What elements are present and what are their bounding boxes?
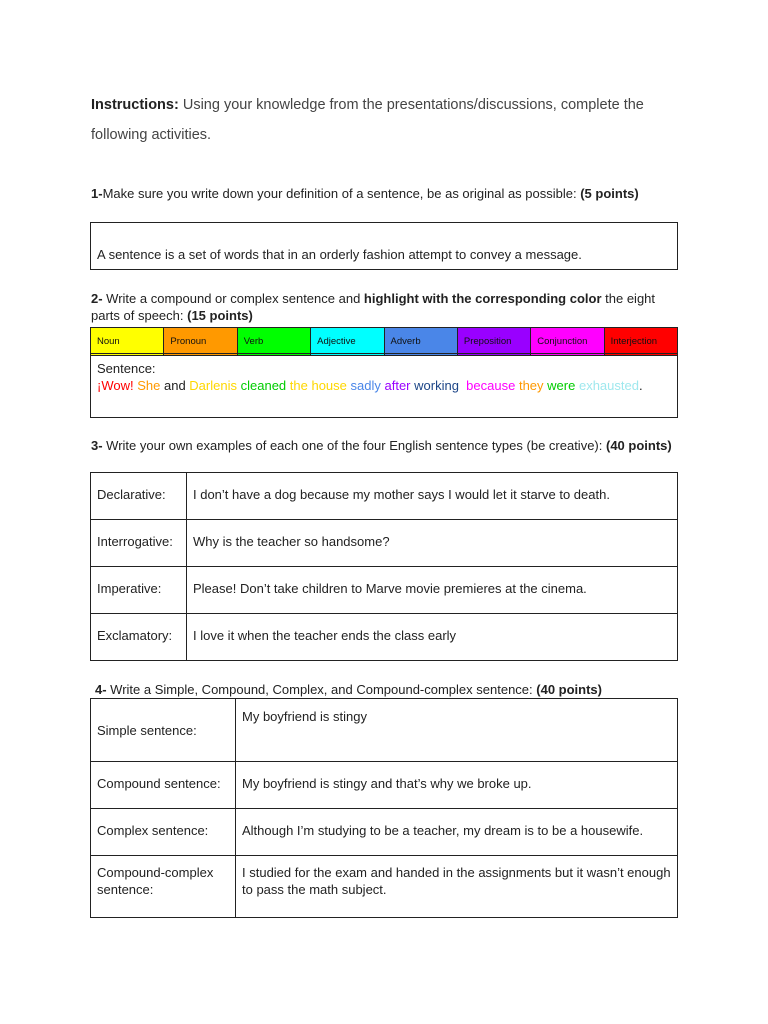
sentence-types-table (90, 472, 678, 661)
sentence-word: cleaned (240, 378, 287, 393)
sentence-word: and (160, 378, 190, 393)
sentence-type-cell: Exclamatory: (91, 614, 187, 661)
pos-verb-cell: Verb (237, 328, 310, 356)
structure-type-cell: Complex sentence: (91, 809, 236, 856)
question-2-number: 2- (91, 291, 103, 306)
sentence-word: ¡Wow! (97, 378, 134, 393)
parts-of-speech-row (91, 328, 678, 356)
pos-noun-cell: Noun (91, 328, 164, 356)
example-cell: My boyfriend is stingy (236, 699, 678, 762)
pos-preposition-cell: Preposition (457, 328, 530, 356)
table-row (91, 856, 678, 918)
pos-interjection-cell: Interjection (604, 328, 677, 356)
answer-1-box (90, 222, 678, 270)
sentence-word: were (547, 378, 576, 393)
table-row (91, 614, 678, 661)
structure-type-cell: Simple sentence: (91, 699, 236, 762)
question-3-text: Write your own examples of each one of the four English sentence types (be creative): (102, 438, 606, 453)
example-cell: My boyfriend is stingy and that’s why we broke up. (236, 762, 678, 809)
question-2 (91, 290, 681, 324)
example-cell: Please! Don’t take children to Marve movie premieres at the cinema. (187, 567, 678, 614)
question-3-points: (40 points) (605, 438, 672, 453)
example-cell: I don’t have a dog because my mother says I would let it starve to death. (187, 473, 678, 520)
sentence-word: Darlenis (189, 378, 237, 393)
structure-type-cell: Compound sentence: (91, 762, 236, 809)
question-2-text-a: Write a compound or complex sentence and (102, 291, 364, 306)
table-row (91, 473, 678, 520)
example-cell: Why is the teacher so handsome? (187, 520, 678, 567)
sentence-type-cell: Declarative: (91, 473, 187, 520)
table-row (91, 567, 678, 614)
sentence-word: after (384, 378, 411, 393)
sentence-content (91, 354, 677, 400)
table-row (91, 699, 678, 762)
table-row (91, 520, 678, 567)
pos-adverb-cell: Adverb (384, 328, 457, 356)
instructions-label: Instructions: (91, 97, 179, 113)
question-1-number: 1- (91, 186, 103, 201)
sentence-word: working (414, 378, 459, 393)
question-4 (95, 681, 685, 698)
question-1-text: Make sure you write down your definition of a sentence, be as original as possible: (102, 186, 581, 201)
pos-pronoun-cell: Pronoun (164, 328, 237, 356)
table-row (91, 762, 678, 809)
instructions-paragraph (91, 90, 691, 150)
table-row (91, 809, 678, 856)
sentence-type-cell: Imperative: (91, 567, 187, 614)
colored-sentence (97, 377, 671, 394)
question-3 (91, 437, 681, 454)
question-4-points: (40 points) (536, 682, 602, 697)
sentence-word: they (518, 378, 544, 393)
example-cell: I love it when the teacher ends the class early (187, 614, 678, 661)
question-3-number: 3- (91, 438, 103, 453)
question-2-points: (15 points) (187, 308, 253, 323)
parts-of-speech-legend (90, 327, 678, 356)
instructions-text: Using your knowledge from the presentations/discussions, complete the following activities. (91, 97, 644, 143)
question-2-highlight-instruction: highlight with the corresponding color (363, 291, 602, 306)
pos-conjunction-cell: Conjunction (531, 328, 604, 356)
sentence-word: sadly (350, 378, 381, 393)
sentence-word: exhausted (578, 378, 639, 393)
question-2-text-b: the eight parts of speech: (91, 291, 656, 323)
sentence-word: . (638, 378, 643, 393)
question-1 (91, 185, 651, 202)
sentence-structure-table (90, 698, 678, 918)
example-cell: Although I’m studying to be a teacher, my dream is to be a housewife. (236, 809, 678, 856)
answer-1-text: A sentence is a set of words that in an orderly fashion attempt to convey a message. (97, 247, 582, 262)
sentence-label: Sentence: (97, 361, 156, 376)
structure-type-cell: Compound-complex sentence: (91, 856, 236, 918)
sentence-type-cell: Interrogative: (91, 520, 187, 567)
question-4-number: 4- (95, 682, 107, 697)
question-4-text: Write a Simple, Compound, Complex, and Compound-complex sentence: (106, 682, 537, 697)
sentence-word: the house (289, 378, 347, 393)
pos-adjective-cell: Adjective (311, 328, 384, 356)
sentence-word: She (137, 378, 161, 393)
example-cell: I studied for the exam and handed in the assignments but it wasn’t enough to pass the math subject. (236, 856, 678, 918)
sentence-box (90, 353, 678, 418)
sentence-word: because (466, 378, 516, 393)
question-1-points: (5 points) (580, 186, 639, 201)
